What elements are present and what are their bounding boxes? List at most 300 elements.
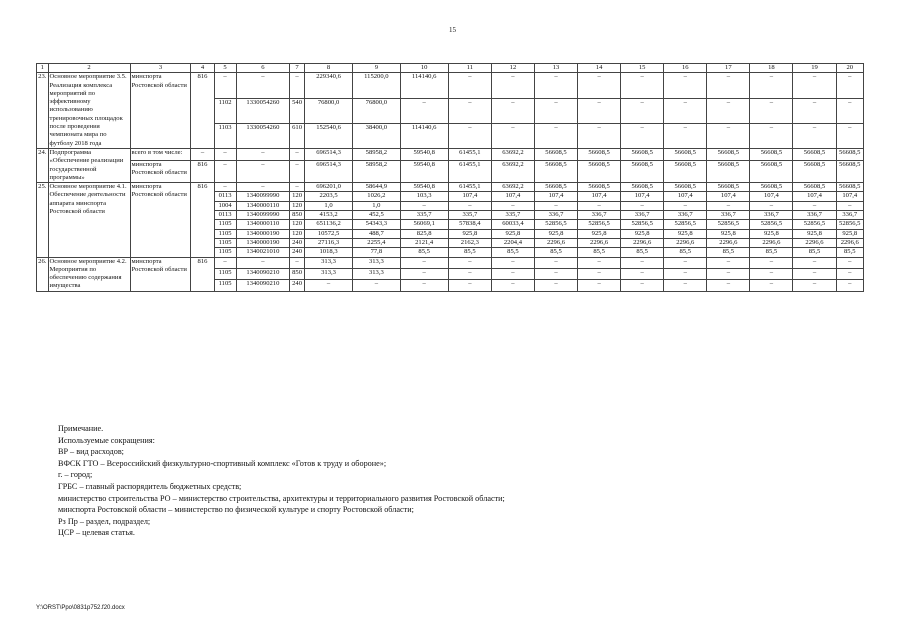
target-article-cell: – [236, 73, 290, 98]
grbs-cell: 816 [191, 73, 214, 149]
amount-cell: – [707, 280, 750, 291]
amount-cell: – [750, 98, 793, 123]
amount-cell: – [664, 280, 707, 291]
amount-cell: – [750, 280, 793, 291]
column-number-row [37, 64, 864, 73]
amount-cell: – [353, 280, 400, 291]
amount-cell: 696514,3 [304, 148, 352, 160]
target-article-cell: 1340021010 [236, 248, 290, 257]
amount-cell: 107,4 [750, 192, 793, 201]
amount-cell: 107,4 [491, 192, 534, 201]
expense-type-cell: – [290, 160, 305, 182]
amount-cell: – [400, 280, 448, 291]
row-number: 25. [37, 183, 49, 257]
amount-cell: 107,4 [707, 192, 750, 201]
amount-cell: – [578, 98, 621, 123]
amount-cell: – [448, 73, 491, 98]
section-cell: 1105 [214, 268, 236, 279]
column-number: 12 [491, 64, 534, 73]
amount-cell: 58958,2 [353, 160, 400, 182]
amount-cell: 2296,6 [664, 238, 707, 247]
amount-cell: 115200,0 [353, 73, 400, 98]
amount-cell: – [448, 268, 491, 279]
section-cell: 1105 [214, 220, 236, 229]
amount-cell: 56608,5 [793, 148, 836, 160]
amount-cell: 56608,5 [621, 183, 664, 192]
amount-cell: – [750, 268, 793, 279]
section-cell: 1105 [214, 248, 236, 257]
amount-cell: – [707, 123, 750, 148]
target-article-cell: – [236, 148, 290, 160]
amount-cell: 925,8 [793, 229, 836, 238]
column-number: 17 [707, 64, 750, 73]
column-number: 8 [304, 64, 352, 73]
amount-cell: 336,7 [534, 211, 577, 220]
amount-cell: – [578, 123, 621, 148]
amount-cell: 85,5 [621, 248, 664, 257]
amount-cell: 63692,2 [491, 183, 534, 192]
amount-cell: – [578, 73, 621, 98]
amount-cell: 4153,2 [304, 211, 352, 220]
amount-cell: 10572,5 [304, 229, 352, 238]
note-line: министерство строительства РО – министерство строительства, архитектуры и территориального развития Ростовской области; [58, 493, 505, 503]
section-cell: 0113 [214, 211, 236, 220]
amount-cell: 56608,5 [664, 160, 707, 182]
amount-cell: 1,0 [304, 201, 352, 210]
amount-cell: 56608,5 [578, 183, 621, 192]
expense-type-cell: 120 [290, 192, 305, 201]
amount-cell: 114140,6 [400, 123, 448, 148]
amount-cell: 925,8 [621, 229, 664, 238]
amount-cell: – [448, 123, 491, 148]
executor-cell: минспорта Ростовской области [130, 183, 191, 257]
amount-cell: 63692,2 [491, 148, 534, 160]
amount-cell: 61455,1 [448, 160, 491, 182]
expense-type-cell: 240 [290, 248, 305, 257]
amount-cell: – [707, 98, 750, 123]
amount-cell: – [578, 201, 621, 210]
page-number: 15 [449, 26, 456, 34]
expense-type-cell: 240 [290, 238, 305, 247]
amount-cell: 1026,2 [353, 192, 400, 201]
amount-cell: – [836, 257, 863, 268]
amount-cell: – [491, 123, 534, 148]
amount-cell: 56608,5 [664, 183, 707, 192]
amount-cell: – [491, 268, 534, 279]
target-article-cell: – [236, 183, 290, 192]
amount-cell: 336,7 [836, 211, 863, 220]
table-row [37, 148, 864, 160]
amount-cell: – [836, 123, 863, 148]
amount-cell: 2296,6 [750, 238, 793, 247]
amount-cell: 85,5 [491, 248, 534, 257]
amount-cell: 313,3 [353, 268, 400, 279]
amount-cell: 925,8 [707, 229, 750, 238]
section-cell: 0113 [214, 192, 236, 201]
amount-cell: – [836, 201, 863, 210]
notes-block [58, 423, 505, 539]
note-line: ВР – вид расходов; [58, 447, 124, 457]
amount-cell: 76800,0 [304, 98, 352, 123]
amount-cell: 2296,6 [578, 238, 621, 247]
executor-cell: минспорта Ростовской области [130, 73, 191, 149]
amount-cell: 56608,5 [707, 160, 750, 182]
amount-cell: – [534, 73, 577, 98]
amount-cell: – [491, 98, 534, 123]
amount-cell: – [491, 201, 534, 210]
section-cell: 1004 [214, 201, 236, 210]
amount-cell: 107,4 [534, 192, 577, 201]
grbs-cell: 816 [191, 160, 214, 182]
amount-cell: 56608,5 [664, 148, 707, 160]
column-number: 20 [836, 64, 863, 73]
measure-name: Подпрограмма «Обеспечение реализации государственной программы» [48, 148, 130, 182]
amount-cell: – [836, 268, 863, 279]
note-heading: Примечание. [58, 424, 104, 433]
amount-cell: – [448, 98, 491, 123]
target-article-cell: – [236, 160, 290, 182]
amount-cell: – [448, 257, 491, 268]
amount-cell: 52856,5 [750, 220, 793, 229]
amount-cell: 85,5 [836, 248, 863, 257]
amount-cell: 52856,5 [578, 220, 621, 229]
column-number: 15 [621, 64, 664, 73]
amount-cell: 925,8 [836, 229, 863, 238]
column-number: 16 [664, 64, 707, 73]
amount-cell: 1,0 [353, 201, 400, 210]
note-line: г. – город; [58, 470, 93, 480]
amount-cell: 336,7 [621, 211, 664, 220]
amount-cell: – [534, 201, 577, 210]
amount-cell: 56608,5 [750, 148, 793, 160]
grbs-cell: – [191, 148, 214, 160]
section-cell: 1103 [214, 123, 236, 148]
amount-cell: 452,5 [353, 211, 400, 220]
section-cell: 1105 [214, 229, 236, 238]
amount-cell: 336,7 [750, 211, 793, 220]
amount-cell: 336,7 [793, 211, 836, 220]
amount-cell: – [621, 73, 664, 98]
amount-cell: – [707, 257, 750, 268]
expense-type-cell: 850 [290, 211, 305, 220]
amount-cell: 336,7 [578, 211, 621, 220]
executor-cell: минспорта Ростовской области [130, 160, 191, 182]
amount-cell: 60033,4 [491, 220, 534, 229]
amount-cell: 59540,8 [400, 183, 448, 192]
amount-cell: 103,3 [400, 192, 448, 201]
table-row [37, 183, 864, 192]
amount-cell: 925,8 [534, 229, 577, 238]
amount-cell: 56608,5 [750, 183, 793, 192]
amount-cell: – [664, 201, 707, 210]
expense-type-cell: 540 [290, 98, 305, 123]
amount-cell: 59540,8 [400, 160, 448, 182]
amount-cell: – [578, 257, 621, 268]
target-article-cell: 1340090210 [236, 268, 290, 279]
amount-cell: – [534, 123, 577, 148]
amount-cell: – [534, 268, 577, 279]
amount-cell: 77,8 [353, 248, 400, 257]
budget-table [36, 63, 864, 292]
target-article-cell: 1340099990 [236, 211, 290, 220]
amount-cell: 61455,1 [448, 148, 491, 160]
section-cell: – [214, 257, 236, 268]
amount-cell: – [578, 280, 621, 291]
amount-cell: 56608,5 [534, 183, 577, 192]
section-cell: – [214, 148, 236, 160]
note-line: ВФСК ГТО – Всероссийский физкультурно-спортивный комплекс «Готов к труду и обороне»; [58, 458, 387, 468]
amount-cell: – [793, 201, 836, 210]
amount-cell: – [664, 123, 707, 148]
expense-type-cell: 850 [290, 268, 305, 279]
amount-cell: 2162,3 [448, 238, 491, 247]
target-article-cell: – [236, 257, 290, 268]
measure-name: Основное мероприятие 4.2. Мероприятия по обеспечению содержания имущества [48, 257, 130, 291]
amount-cell: 56608,5 [578, 148, 621, 160]
amount-cell: – [491, 73, 534, 98]
expense-type-cell: – [290, 183, 305, 192]
amount-cell: – [621, 257, 664, 268]
amount-cell: 56608,5 [707, 148, 750, 160]
section-cell: – [214, 73, 236, 98]
amount-cell: 313,3 [304, 257, 352, 268]
section-cell: 1102 [214, 98, 236, 123]
amount-cell: 85,5 [400, 248, 448, 257]
amount-cell: – [750, 73, 793, 98]
target-article-cell: 1340090210 [236, 280, 290, 291]
amount-cell: – [793, 73, 836, 98]
amount-cell: – [793, 123, 836, 148]
target-article-cell: 1340000110 [236, 220, 290, 229]
amount-cell: 56608,5 [750, 160, 793, 182]
amount-cell: – [491, 257, 534, 268]
amount-cell: – [664, 257, 707, 268]
amount-cell: 335,7 [448, 211, 491, 220]
column-number: 4 [191, 64, 214, 73]
amount-cell: – [664, 268, 707, 279]
section-cell: 1105 [214, 238, 236, 247]
amount-cell: – [448, 201, 491, 210]
section-cell: – [214, 183, 236, 192]
amount-cell: 85,5 [664, 248, 707, 257]
measure-name: Основное мероприятие 3.5. Реализация комплекса мероприятий по эффективному использованию тренировочных площадок после проведения чемпионата мира по футболу 2018 года [48, 73, 130, 149]
section-cell: 1105 [214, 280, 236, 291]
table-row [37, 257, 864, 268]
amount-cell: 229340,6 [304, 73, 352, 98]
column-number: 18 [750, 64, 793, 73]
amount-cell: 56608,5 [793, 160, 836, 182]
amount-cell: 313,3 [353, 257, 400, 268]
amount-cell: 85,5 [750, 248, 793, 257]
table-body [37, 64, 864, 292]
amount-cell: 52856,5 [664, 220, 707, 229]
target-article-cell: 1340000190 [236, 238, 290, 247]
column-number: 13 [534, 64, 577, 73]
amount-cell: 56608,5 [793, 183, 836, 192]
amount-cell: 336,7 [664, 211, 707, 220]
amount-cell: 52856,5 [707, 220, 750, 229]
amount-cell: 56608,5 [836, 148, 863, 160]
amount-cell: – [400, 257, 448, 268]
grbs-cell: 816 [191, 257, 214, 291]
column-number: 10 [400, 64, 448, 73]
table-row [37, 73, 864, 98]
note-line: ГРБС – главный распорядитель бюджетных средств; [58, 481, 242, 491]
column-number: 14 [578, 64, 621, 73]
amount-cell: – [448, 280, 491, 291]
amount-cell: – [621, 280, 664, 291]
amount-cell: 52856,5 [793, 220, 836, 229]
amount-cell: 52856,5 [621, 220, 664, 229]
amount-cell: 56608,5 [836, 160, 863, 182]
amount-cell: 696514,3 [304, 160, 352, 182]
amount-cell: 2121,4 [400, 238, 448, 247]
table-row [37, 160, 864, 182]
amount-cell: 2296,6 [621, 238, 664, 247]
amount-cell: 335,7 [491, 211, 534, 220]
expense-type-cell: 610 [290, 123, 305, 148]
amount-cell: 925,8 [578, 229, 621, 238]
target-article-cell: 1330054260 [236, 123, 290, 148]
column-number: 11 [448, 64, 491, 73]
amount-cell: – [836, 98, 863, 123]
note-line: Рз Пр – раздел, подраздел; [58, 516, 151, 526]
amount-cell: – [750, 257, 793, 268]
amount-cell: 85,5 [707, 248, 750, 257]
amount-cell: 925,8 [491, 229, 534, 238]
amount-cell: 56608,5 [707, 183, 750, 192]
amount-cell: 54343,3 [353, 220, 400, 229]
amount-cell: – [793, 268, 836, 279]
amount-cell: – [750, 201, 793, 210]
amount-cell: 63692,2 [491, 160, 534, 182]
amount-cell: 56608,5 [534, 160, 577, 182]
column-number: 2 [48, 64, 130, 73]
expense-type-cell: 120 [290, 229, 305, 238]
amount-cell: – [578, 268, 621, 279]
amount-cell: 85,5 [534, 248, 577, 257]
amount-cell: – [793, 98, 836, 123]
column-number: 3 [130, 64, 191, 73]
amount-cell: 56608,5 [534, 148, 577, 160]
column-number: 1 [37, 64, 49, 73]
executor-cell: минспорта Ростовской области [130, 257, 191, 291]
amount-cell: 1018,3 [304, 248, 352, 257]
amount-cell: 58958,2 [353, 148, 400, 160]
amount-cell: – [793, 257, 836, 268]
amount-cell: 152540,6 [304, 123, 352, 148]
target-article-cell: 1340000110 [236, 201, 290, 210]
amount-cell: – [491, 280, 534, 291]
amount-cell: 336,7 [707, 211, 750, 220]
amount-cell: – [621, 98, 664, 123]
target-article-cell: 1340000190 [236, 229, 290, 238]
amount-cell: 58644,9 [353, 183, 400, 192]
expense-type-cell: – [290, 73, 305, 98]
amount-cell: 107,4 [836, 192, 863, 201]
amount-cell: 488,7 [353, 229, 400, 238]
amount-cell: 825,8 [400, 229, 448, 238]
amount-cell: – [707, 201, 750, 210]
note-line: минспорта Ростовской области – министерство по физической культуре и спорту Ростовской области; [58, 505, 414, 515]
amount-cell: 107,4 [664, 192, 707, 201]
amount-cell: 38400,0 [353, 123, 400, 148]
note-line: Используемые сокращения: [58, 435, 155, 445]
amount-cell: 56069,1 [400, 220, 448, 229]
amount-cell: 56608,5 [836, 183, 863, 192]
amount-cell: 85,5 [448, 248, 491, 257]
amount-cell: 59540,8 [400, 148, 448, 160]
amount-cell: – [400, 98, 448, 123]
column-number: 7 [290, 64, 305, 73]
amount-cell: 2255,4 [353, 238, 400, 247]
amount-cell: 925,8 [750, 229, 793, 238]
amount-cell: 313,3 [304, 268, 352, 279]
target-article-cell: 1330054260 [236, 98, 290, 123]
row-number: 26. [37, 257, 49, 291]
amount-cell: 114140,6 [400, 73, 448, 98]
amount-cell: 57838,4 [448, 220, 491, 229]
amount-cell: 651136,2 [304, 220, 352, 229]
amount-cell: – [534, 257, 577, 268]
amount-cell: 56608,5 [621, 160, 664, 182]
amount-cell: – [621, 268, 664, 279]
section-cell: – [214, 160, 236, 182]
amount-cell: – [793, 280, 836, 291]
column-number: 6 [236, 64, 290, 73]
amount-cell: 2204,4 [491, 238, 534, 247]
amount-cell: 2203,5 [304, 192, 352, 201]
amount-cell: 85,5 [578, 248, 621, 257]
column-number: 9 [353, 64, 400, 73]
amount-cell: 52856,5 [534, 220, 577, 229]
row-number: 23. [37, 73, 49, 149]
amount-cell: – [621, 201, 664, 210]
amount-cell: – [534, 280, 577, 291]
column-number: 19 [793, 64, 836, 73]
column-number: 5 [214, 64, 236, 73]
amount-cell: 2296,6 [534, 238, 577, 247]
amount-cell: 335,7 [400, 211, 448, 220]
amount-cell: 2296,6 [836, 238, 863, 247]
expense-type-cell: 240 [290, 280, 305, 291]
amount-cell: 56608,5 [621, 148, 664, 160]
amount-cell: – [621, 123, 664, 148]
amount-cell: 2296,6 [707, 238, 750, 247]
amount-cell: – [400, 268, 448, 279]
amount-cell: – [664, 73, 707, 98]
executor-cell: всего в том числе: [130, 148, 191, 160]
amount-cell: – [707, 268, 750, 279]
amount-cell: – [400, 201, 448, 210]
note-line: ЦСР – целевая статья. [58, 528, 135, 538]
amount-cell: 107,4 [448, 192, 491, 201]
amount-cell: 107,4 [793, 192, 836, 201]
expense-type-cell: 120 [290, 220, 305, 229]
expense-type-cell: 120 [290, 201, 305, 210]
amount-cell: – [534, 98, 577, 123]
expense-type-cell: – [290, 148, 305, 160]
amount-cell: 107,4 [578, 192, 621, 201]
amount-cell: 76800,0 [353, 98, 400, 123]
amount-cell: 2296,6 [793, 238, 836, 247]
amount-cell: – [304, 280, 352, 291]
amount-cell: – [664, 98, 707, 123]
amount-cell: – [836, 280, 863, 291]
amount-cell: 696201,0 [304, 183, 352, 192]
measure-name: Основное мероприятие 4.1. Обеспечение деятельности аппарата минспорта Ростовской области [48, 183, 130, 257]
amount-cell: – [750, 123, 793, 148]
